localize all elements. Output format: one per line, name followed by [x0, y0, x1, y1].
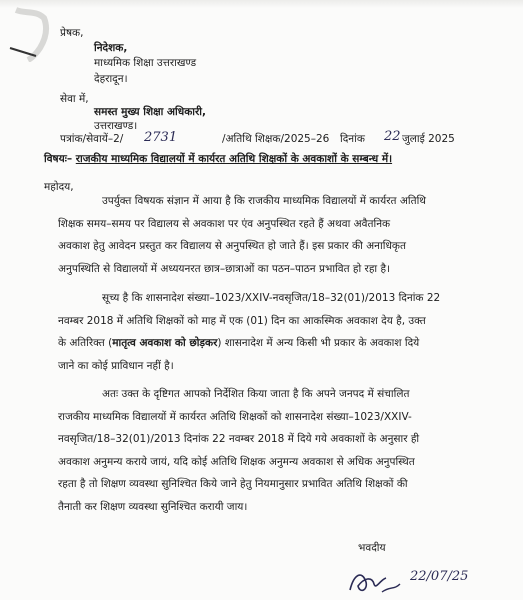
- p2-line3-pre: के अतिरिक्त (: [58, 337, 113, 349]
- p1-line: शिक्षक समय–समय पर विद्यालय से अवकाश पर एंव अनुपस्थित रहते हैं अथवा अवैतनिक: [58, 217, 391, 230]
- p1-line: अवकाश हेतु आवेदन प्रस्तुत कर विद्यालय से अनुपस्थित हो जाते हैं। इस प्रकार की अनाधिकृत: [58, 240, 406, 252]
- from-label: प्रेषक,: [60, 27, 84, 39]
- subject-line: [44, 152, 392, 166]
- paragraph-1: [58, 190, 444, 280]
- p3-line: अवकाश अनुमन्य कराये जायं, यदि कोई अतिथि शिक्षक अनुमन्य अवकाश से अधिक अनुपस्थित: [58, 455, 415, 468]
- paragraph-3: [58, 383, 444, 518]
- patrank-prefix: पत्रांक/सेवायें–2/: [60, 133, 124, 145]
- sender-city: देहरादून।: [94, 73, 128, 85]
- closing: भवदीय: [358, 542, 386, 554]
- p2-line: जाने का कोई प्राविधान नहीं है।: [58, 359, 174, 372]
- signature-date: 22/07/25: [410, 569, 469, 584]
- p3-line: नवसृजित/18–32(01)/2013 दिनांक 22 नवम्बर 2018 में दिये गये अवकाशों के अनुसार ही: [58, 433, 420, 445]
- p2-line: [58, 332, 444, 355]
- subject-label: विषयः–: [44, 153, 73, 165]
- p2-line3-bold: मातृत्व अवकाश को छोड़कर: [112, 337, 218, 349]
- recipient-title: समस्त मुख्य शिक्षा अधिकारी,: [94, 106, 207, 118]
- to-label: सेवा में,: [60, 93, 89, 105]
- p3-line: राजकीय माध्यमिक विद्यालयों में कार्यरत अतिथि शिक्षकों को शासनादेश संख्या–1023/XXIV-: [58, 410, 412, 423]
- p2-line3-post: ) शासनादेश में अन्य किसी भी प्रकार के अवकाश दिये: [217, 337, 420, 349]
- p1-line: अनुपस्थिति से विद्यालयों में अध्ययनरत छात्र–छात्राओं का पठन–पाठन प्रभावित हो रहा है।: [58, 262, 391, 275]
- p3-line: तैनाती कर शिक्षण व्यवस्था सुनिश्चित करायी जाय।: [58, 500, 248, 513]
- date-month-year: जुलाई 2025: [402, 133, 455, 145]
- subject-text: राजकीय माध्यमिक विद्यालयों में कार्यरत अतिथि शिक्षकों के अवकाशों के सम्बन्ध में।: [75, 153, 393, 165]
- sender-dept: माध्यमिक शिक्षा उत्तराखण्ड: [94, 57, 197, 69]
- scan-edge: [0, 0, 523, 8]
- paragraph-2: [58, 287, 444, 377]
- p3-line: रहता है तो शिक्षण व्यवस्था सुनिश्चित किये जाने हेतु नियमानुसार प्रभावित अतिथि शिक्षकों की: [58, 478, 408, 490]
- recipient-state: उत्तराखण्ड।: [94, 120, 138, 132]
- p2-line: नवम्बर 2018 में अतिथि शिक्षकों को माह में एक (01) दिन का आकस्मिक अवकाश देय है, उक्त: [58, 314, 426, 327]
- file-reference: /अतिथि शिक्षक/2025–26: [222, 133, 330, 145]
- p1-line: उपर्युक्त विषयक संज्ञान में आया है कि राजकीय माध्यमिक विद्यालयों में कार्यरत अतिथि: [102, 195, 426, 207]
- staple-mark: [6, 4, 56, 62]
- patrank-number: 2731: [144, 130, 178, 145]
- sender-title: निदेशक,: [94, 42, 128, 54]
- p3-line: अतः उक्त के दृष्टिगत आपको निर्देशित किया जाता है कि अपने जनपद में संचालित: [102, 388, 410, 400]
- dated-label: दिनांक: [340, 133, 365, 145]
- p2-line: सूच्य है कि शासनादेश संख्या–1023/XXIV-नवसृजित/18–32(01)/2013 दिनांक 22: [102, 292, 441, 304]
- salutation: महोदय,: [44, 181, 74, 193]
- date-day: 22: [384, 129, 401, 144]
